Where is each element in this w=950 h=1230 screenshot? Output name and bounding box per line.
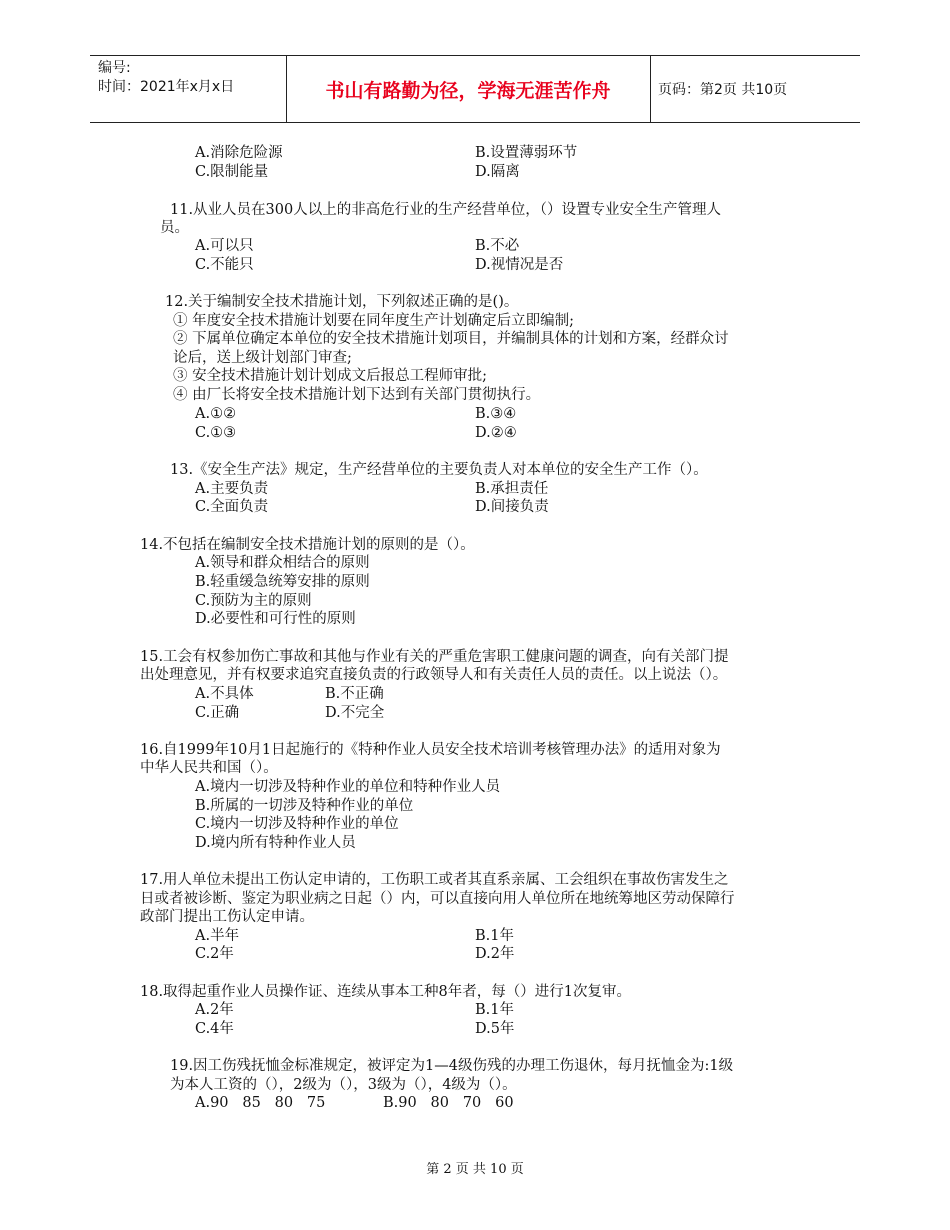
q10-option-a: A.消除危险源	[195, 145, 283, 161]
q15-option-b: B.不正确	[325, 686, 384, 702]
q14-option-d: D.必要性和可行性的原则	[195, 611, 356, 627]
q11-stem-cont: 员。	[160, 220, 189, 236]
q14-option-b: B.轻重缓急统筹安排的原则	[195, 574, 370, 590]
q19-stem-cont: 为本人工资的（），2级为（），3级为（），4级为（）。	[170, 1077, 517, 1093]
q18-option-d: D.5年	[475, 1021, 515, 1037]
q18-option-c: C.4年	[195, 1021, 234, 1037]
q18-stem: 18.取得起重作业人员操作证、连续从事本工种8年者，每（）进行1次复审。	[140, 984, 632, 1000]
header-motto: 书山有路勤为径，学海无涯苦作舟	[325, 79, 611, 102]
header-page-label: 页码：第2页 共10页	[658, 82, 788, 98]
q14-stem: 14.不包括在编制安全技术措施计划的原则的是（）。	[140, 537, 475, 553]
q16-stem-cont: 中华人民共和国（）。	[140, 760, 278, 776]
q16-stem: 16.自1999年10月1日起施行的《特种作业人员安全技术培训考核管理办法》的适用对象为	[140, 742, 721, 758]
q12-statement-2-cont: 论后，送上级计划部门审查;	[173, 350, 352, 366]
q12-statement-2: ② 下属单位确定本单位的安全技术措施计划项目，并编制具体的计划和方案，经群众讨	[173, 331, 729, 347]
q10-option-d: D.隔离	[475, 164, 520, 180]
q17-option-d: D.2年	[475, 946, 515, 962]
q17-stem: 17.用人单位未提出工伤认定申请的，工伤职工或者其直系亲属、工会组织在事故伤害发生之	[140, 872, 729, 888]
q15-stem: 15.工会有权参加伤亡事故和其他与作业有关的严重危害职工健康问题的调查，向有关部门提	[140, 649, 729, 665]
q13-option-a: A.主要负责	[195, 481, 269, 497]
page-header	[90, 55, 860, 123]
q17-option-b: B.1年	[475, 928, 514, 944]
page-footer: 第 2 页 共 10 页	[426, 1162, 524, 1177]
q11-option-d: D.视情况是否	[475, 257, 564, 273]
q18-option-b: B.1年	[475, 1002, 514, 1018]
q19-option-a: A.90 85 80 75	[195, 1095, 326, 1111]
q14-option-a: A.领导和群众相结合的原则	[195, 555, 370, 571]
q16-option-d: D.境内所有特种作业人员	[195, 835, 356, 851]
q10-option-c: C.限制能量	[195, 164, 269, 180]
q14-option-c: C.预防为主的原则	[195, 593, 312, 609]
q16-option-b: B.所属的一切涉及特种作业的单位	[195, 798, 414, 814]
q13-option-c: C.全面负责	[195, 499, 269, 515]
q19-option-b: B.90 80 70 60	[383, 1095, 514, 1111]
q12-statement-1: ① 年度安全技术措施计划要在同年度生产计划确定后立即编制;	[173, 313, 574, 329]
q15-option-c: C.正确	[195, 705, 240, 721]
q15-stem-cont: 出处理意见，并有权要求追究直接负责的行政领导人和有关责任人员的责任。以上说法（）。	[140, 667, 728, 683]
q11-option-b: B.不必	[475, 238, 520, 254]
q16-option-a: A.境内一切涉及特种作业的单位和特种作业人员	[195, 779, 501, 795]
q17-option-a: A.半年	[195, 928, 240, 944]
q11-option-a: A.可以只	[195, 238, 254, 254]
q10-option-b: B.设置薄弱环节	[475, 145, 578, 161]
q13-option-b: B.承担责任	[475, 481, 549, 497]
q12-stem: 12.关于编制安全技术措施计划，下列叙述正确的是()。	[165, 294, 519, 310]
q12-option-a: A.①②	[195, 406, 237, 422]
q13-option-d: D.间接负责	[475, 499, 549, 515]
q17-stem-cont: 日或者被诊断、鉴定为职业病之日起（）内，可以直接向用人单位所在地统筹地区劳动保障行	[140, 891, 735, 907]
header-meta	[98, 59, 234, 97]
time-label: 时间：2021年x月x日	[98, 79, 235, 95]
header-divider	[650, 56, 651, 122]
q15-option-d: D.不完全	[325, 705, 385, 721]
q12-option-b: B.③④	[475, 406, 517, 422]
q12-statement-3: ③ 安全技术措施计划计划成文后报总工程师审批;	[173, 368, 487, 384]
q12-option-d: D.②④	[475, 425, 517, 441]
q17-option-c: C.2年	[195, 946, 234, 962]
q12-statement-4: ④ 由厂长将安全技术措施计划下达到有关部门贯彻执行。	[173, 387, 541, 403]
q18-option-a: A.2年	[195, 1002, 234, 1018]
q12-option-c: C.①③	[195, 425, 237, 441]
q11-stem: 11.从业人员在300人以上的非高危行业的生产经营单位，（）设置专业安全生产管理人	[170, 202, 721, 218]
q17-stem-cont-2: 政部门提出工伤认定申请。	[140, 909, 314, 925]
q15-option-a: A.不具体	[195, 686, 254, 702]
serial-label: 编号:	[98, 60, 131, 76]
q19-stem: 19.因工伤残抚恤金标准规定，被评定为1—4级伤残的办理工伤退休，每月抚恤金为:1级	[170, 1058, 734, 1074]
q13-stem: 13.《安全生产法》规定，生产经营单位的主要负责人对本单位的安全生产工作（）。	[170, 462, 708, 478]
q11-option-c: C.不能只	[195, 257, 254, 273]
q16-option-c: C.境内一切涉及特种作业的单位	[195, 816, 399, 832]
